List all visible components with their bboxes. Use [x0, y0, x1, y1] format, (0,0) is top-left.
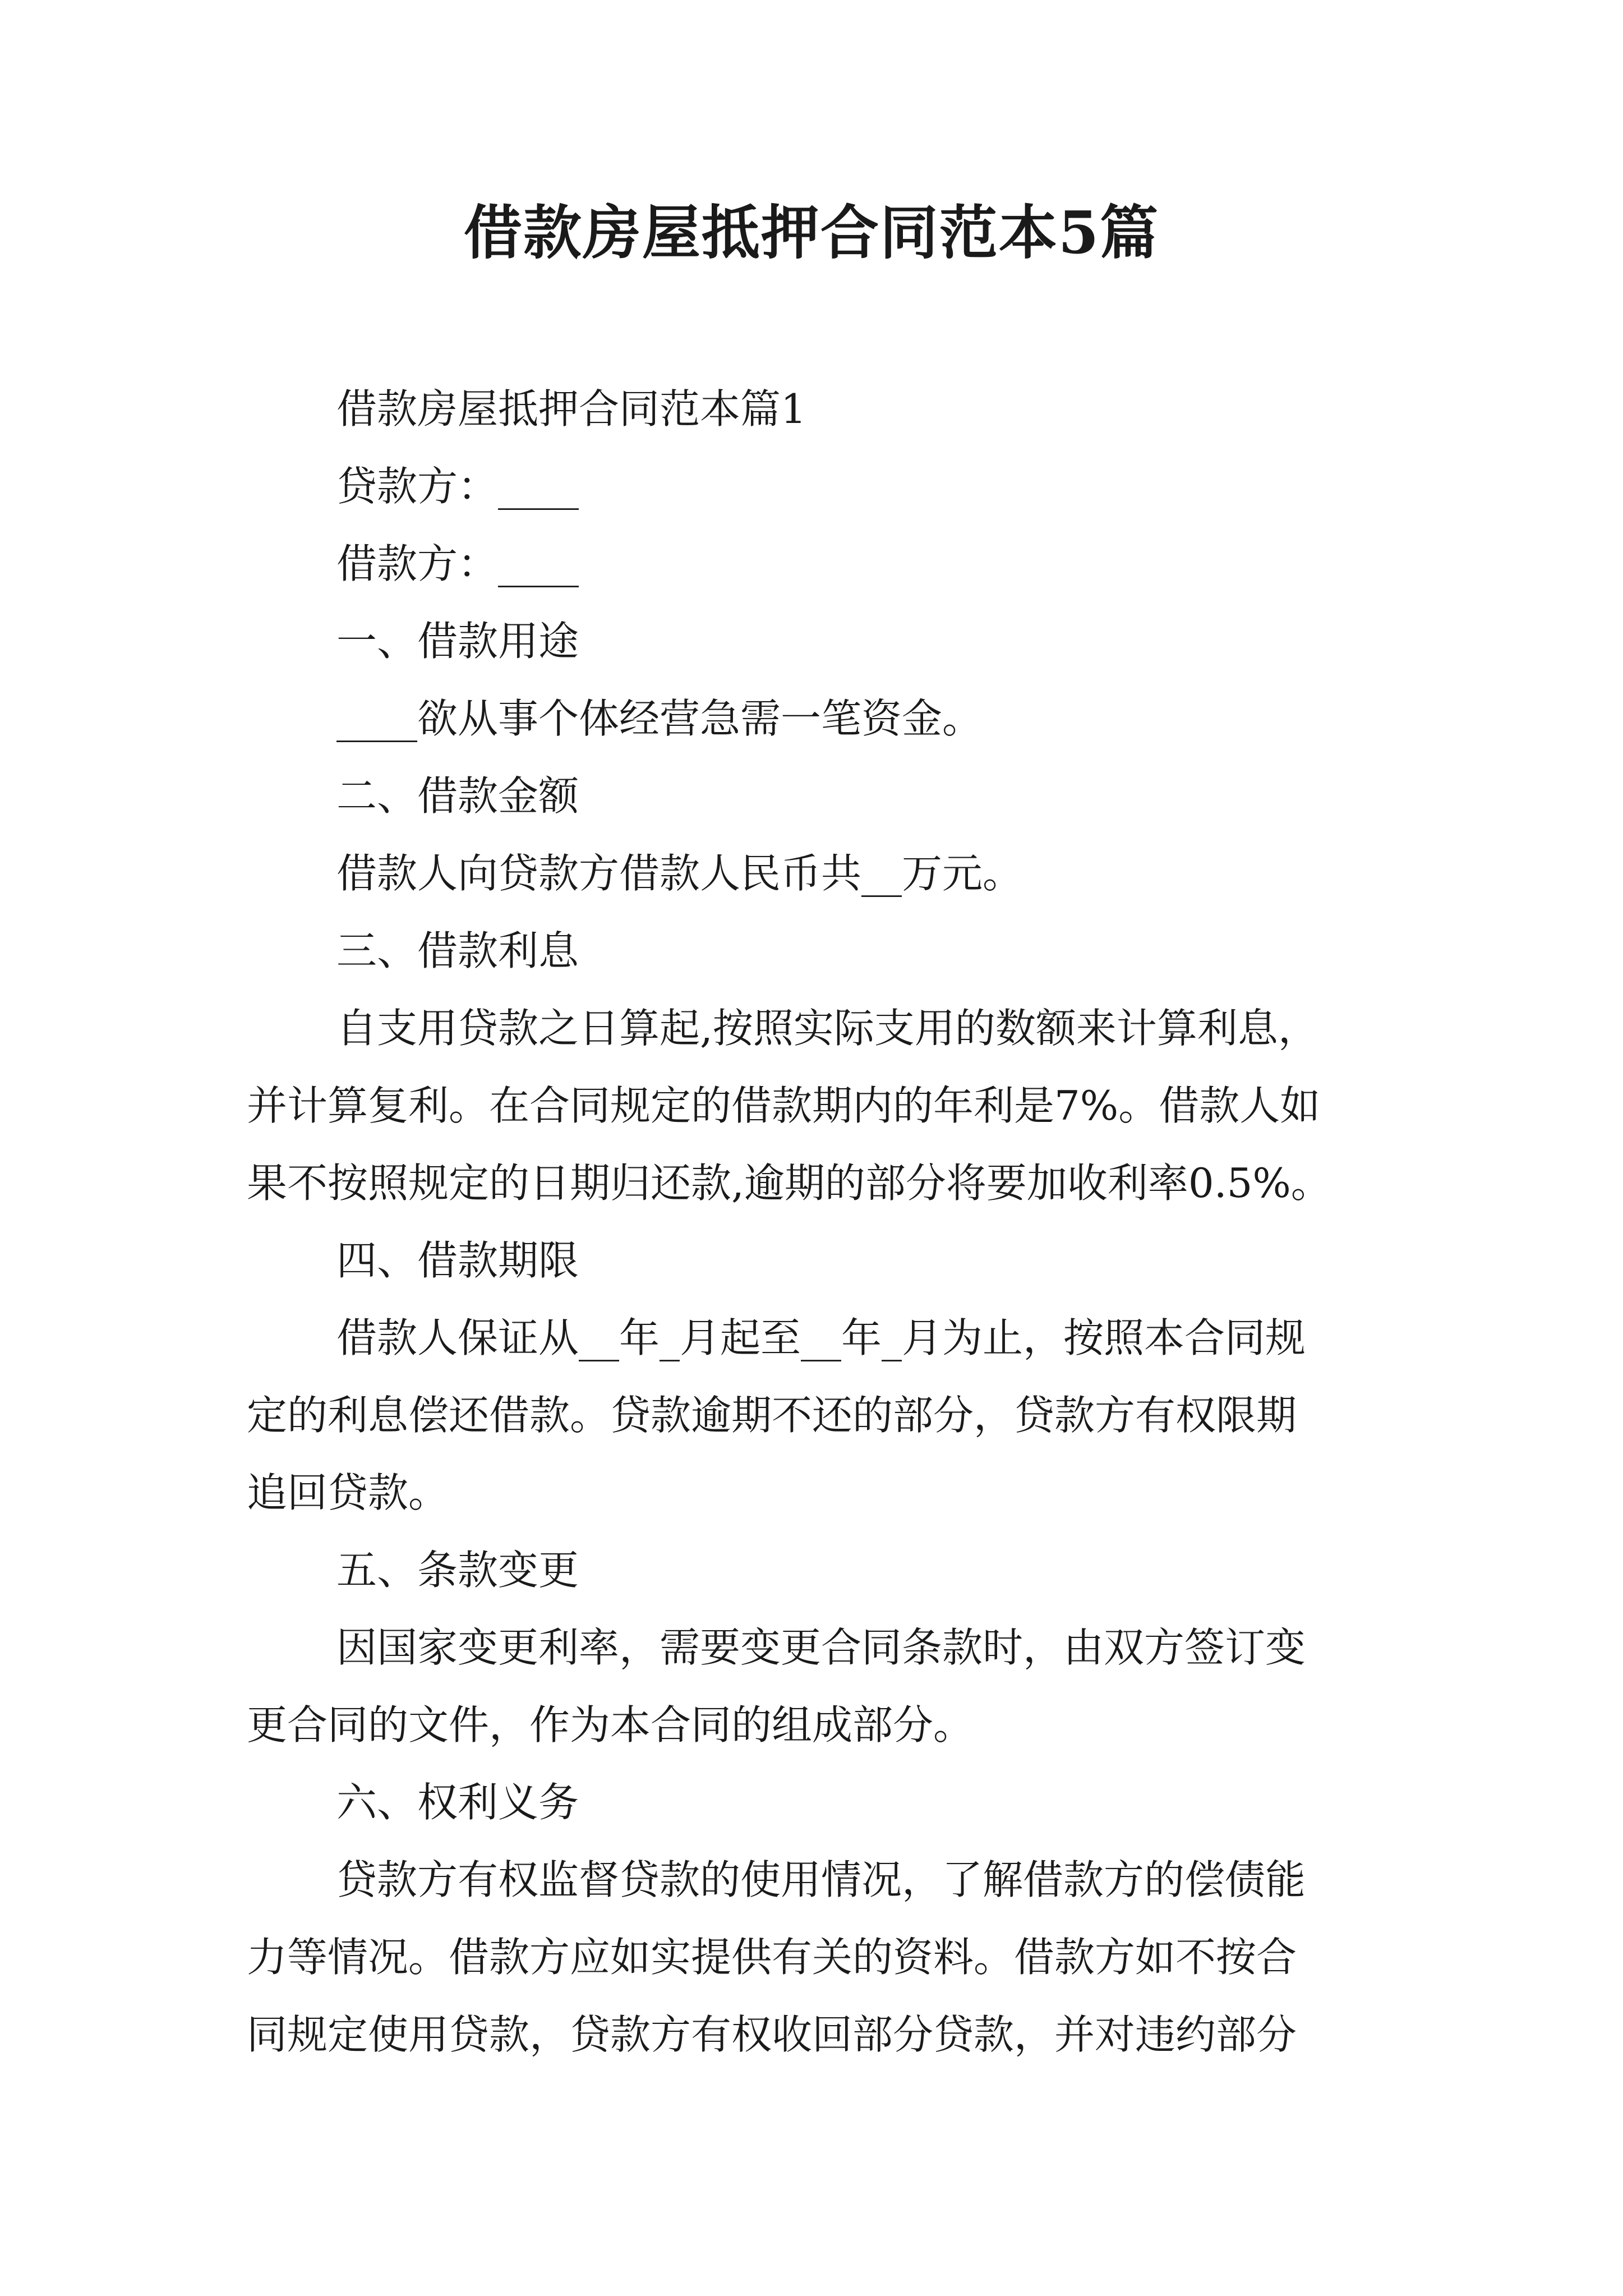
text-line: 自支用贷款之日算起,按照实际支用的数额来计算利息， [336, 1005, 1318, 1052]
text-line: 力等情况。借款方应如实提供有关的资料。借款方如不按合 [247, 1934, 1297, 1981]
text-line: 定的利息偿还借款。贷款逾期不还的部分，贷款方有权限期 [247, 1392, 1297, 1439]
text-line: 并计算复利。在合同规定的借款期内的年利是7%。借款人如 [247, 1082, 1321, 1129]
document-body [247, 370, 1391, 2073]
text-line: 一、借款用途 [336, 618, 579, 665]
text-line: 二、借款金额 [336, 772, 579, 820]
text-line: 贷款方有权监督贷款的使用情况，了解借款方的偿债能 [336, 1856, 1306, 1903]
text-line: 借款方：____ [336, 540, 579, 587]
text-line: 追回贷款。 [247, 1469, 449, 1516]
text-line: 同规定使用贷款，贷款方有权收回部分贷款，并对违约部分 [247, 2011, 1297, 2058]
text-line: 因国家变更利率，需要变更合同条款时，由双方签订变 [336, 1624, 1306, 1671]
text-line: 四、借款期限 [336, 1237, 579, 1284]
text-line: 六、权利义务 [336, 1779, 579, 1826]
text-line: 更合同的文件，作为本合同的组成部分。 [247, 1701, 974, 1749]
text-line: 借款人向贷款方借款人民币共__万元。 [336, 850, 1023, 897]
text-line: 果不按照规定的日期归还款,逾期的部分将要加收利率0.5%。 [247, 1159, 1331, 1207]
text-line: ____欲从事个体经营急需一笔资金。 [336, 695, 983, 742]
text-line: 贷款方：____ [336, 463, 579, 510]
text-line: 借款房屋抵押合同范本篇1 [336, 385, 806, 432]
text-line: 五、条款变更 [336, 1547, 579, 1594]
document-title: 借款房屋抵押合同范本5篇 [463, 198, 1160, 267]
text-line: 三、借款利息 [336, 927, 579, 974]
text-line: 借款人保证从__年_月起至__年_月为止，按照本合同规 [336, 1314, 1306, 1361]
